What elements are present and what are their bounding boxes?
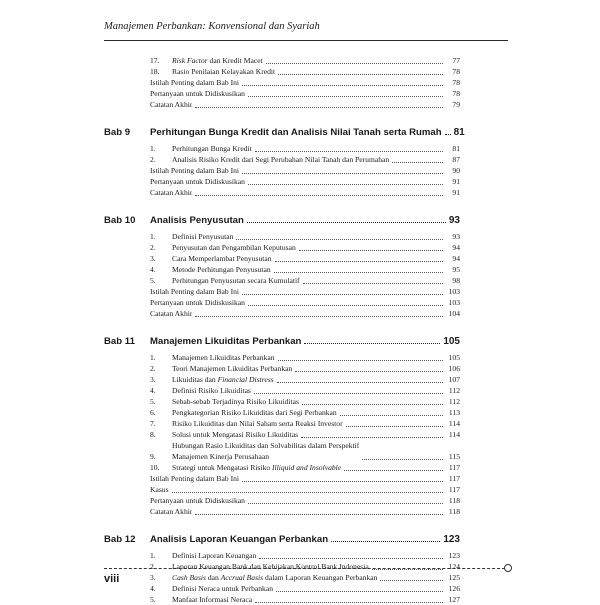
toc-entry bbox=[104, 231, 460, 242]
entry-number: 2. bbox=[150, 562, 156, 571]
entry-title: Analisis Risiko Kredit dari Segi Perubahan Nilai Tanah dan Perumahan bbox=[172, 155, 390, 164]
dot-leader bbox=[172, 492, 443, 493]
entry-page-number: 77 bbox=[452, 56, 460, 65]
entry-page-number: 118 bbox=[448, 507, 460, 516]
entry-title: Solusi untuk Mengatasi Risiko Likuiditas bbox=[172, 430, 299, 439]
chapter-page-number: 123 bbox=[443, 534, 460, 545]
dot-leader bbox=[344, 470, 443, 471]
dot-leader bbox=[380, 580, 443, 581]
entry-page-number: 103 bbox=[448, 287, 460, 296]
dot-leader bbox=[392, 162, 443, 163]
entry-title: Cara Memperlambat Penyusutan bbox=[172, 254, 272, 263]
entry-page-number: 115 bbox=[448, 452, 460, 461]
entry-title: Teori Manajemen Likuiditas Perbankan bbox=[172, 364, 293, 373]
toc-entry bbox=[104, 550, 460, 561]
entry-number: 5. bbox=[150, 397, 156, 406]
toc-entry bbox=[104, 418, 460, 429]
dot-leader bbox=[266, 63, 443, 64]
toc-subentry bbox=[104, 165, 460, 176]
entry-page-number: 124 bbox=[448, 562, 460, 571]
toc-subentry bbox=[104, 187, 460, 198]
entry-title: Metode Perhitungan Penyusutan bbox=[172, 265, 271, 274]
entry-page-number: 91 bbox=[452, 188, 460, 197]
toc-entry bbox=[104, 66, 460, 77]
toc-subentry bbox=[104, 286, 460, 297]
dot-leader bbox=[274, 272, 443, 273]
chapter-title: Analisis Laporan Keuangan Perbankan bbox=[150, 534, 329, 545]
entry-page-number: 94 bbox=[452, 254, 460, 263]
toc-subentry bbox=[104, 506, 460, 517]
dot-leader bbox=[302, 404, 443, 405]
toc-entry bbox=[104, 396, 460, 407]
entry-title: Definisi Risiko Likuiditas bbox=[172, 386, 251, 395]
chapter-page-number: 93 bbox=[448, 215, 460, 226]
entry-page-number: 95 bbox=[452, 265, 460, 274]
chapter-heading bbox=[104, 122, 465, 138]
toc-entry bbox=[104, 407, 460, 418]
entry-page-number: 114 bbox=[448, 419, 460, 428]
entry-title-line2: Manajemen Kinerja Perusahaan bbox=[172, 452, 269, 461]
entry-title: Catatan Akhir bbox=[150, 309, 193, 318]
dot-leader bbox=[445, 134, 451, 135]
dot-leader bbox=[195, 107, 443, 108]
dot-leader bbox=[248, 96, 443, 97]
entry-page-number: 103 bbox=[448, 298, 460, 307]
entry-page-number: 78 bbox=[452, 67, 460, 76]
entry-title: Pertanyaan untuk Didiskusikan bbox=[150, 89, 245, 98]
toc-entry bbox=[104, 561, 460, 572]
toc-subentry bbox=[104, 77, 460, 88]
entry-page-number: 112 bbox=[448, 386, 460, 395]
chapter-title: Analisis Penyusutan bbox=[150, 215, 244, 226]
entry-page-number: 93 bbox=[452, 232, 460, 241]
entry-title: Istilah Penting dalam Bab Ini bbox=[150, 166, 240, 175]
chapter-number: Bab 10 bbox=[104, 215, 136, 226]
dot-leader bbox=[242, 481, 443, 482]
toc-subentry bbox=[104, 473, 460, 484]
entry-title: Definisi Neraca untuk Perbankan bbox=[172, 584, 274, 593]
chapter-heading bbox=[104, 529, 460, 545]
entry-page-number: 78 bbox=[452, 89, 460, 98]
entry-number: 9. bbox=[150, 452, 156, 461]
entry-page-number: 106 bbox=[448, 364, 460, 373]
dot-leader bbox=[242, 294, 443, 295]
dot-leader bbox=[236, 239, 443, 240]
chapter-page-number: 105 bbox=[443, 336, 460, 347]
toc-subentry bbox=[104, 99, 460, 110]
dot-leader bbox=[259, 558, 443, 559]
entry-number: 8. bbox=[150, 430, 156, 439]
entry-page-number: 81 bbox=[452, 144, 460, 153]
entry-title-line1: Hubungan Rasio Likuiditas dan Solvabilitas dalam Perspektif bbox=[172, 441, 360, 450]
toc-entry bbox=[104, 583, 460, 594]
entry-title: Istilah Penting dalam Bab Ini bbox=[150, 474, 240, 483]
dot-leader bbox=[346, 426, 443, 427]
header-rule bbox=[104, 40, 508, 41]
entry-title: Istilah Penting dalam Bab Ini bbox=[150, 287, 240, 296]
toc-entry bbox=[104, 352, 460, 363]
chapter-heading bbox=[104, 331, 460, 347]
entry-page-number: 107 bbox=[448, 375, 460, 384]
entry-page-number: 98 bbox=[452, 276, 460, 285]
dot-leader bbox=[275, 261, 443, 262]
entry-title: Catatan Akhir bbox=[150, 100, 193, 109]
entry-number: 5. bbox=[150, 595, 156, 604]
entry-number: 3. bbox=[150, 254, 156, 263]
entry-title bbox=[172, 440, 359, 462]
entry-title: Sebab-sebab Terjadinya Risiko Likuiditas bbox=[172, 397, 299, 406]
entry-title: Catatan Akhir bbox=[150, 507, 193, 516]
entry-title: Perhitungan Penyusutan secara Kumulatif bbox=[172, 276, 300, 285]
entry-title: Laporan Keuangan Bank dan Kebijakan Kontrol Bank Indonesia bbox=[172, 562, 369, 571]
toc-entry bbox=[104, 385, 460, 396]
entry-number: 7. bbox=[150, 419, 156, 428]
toc-entry bbox=[104, 462, 460, 473]
entry-page-number: 118 bbox=[448, 496, 460, 505]
entry-number: 5. bbox=[150, 276, 156, 285]
dot-leader bbox=[255, 602, 443, 603]
toc-subentry bbox=[104, 495, 460, 506]
toc-entry bbox=[104, 253, 460, 264]
toc-entry bbox=[104, 429, 460, 440]
footer-rule bbox=[104, 568, 505, 569]
entry-page-number: 125 bbox=[448, 573, 460, 582]
dot-leader bbox=[195, 316, 443, 317]
entry-title: Manajemen Likuiditas Perbankan bbox=[172, 353, 275, 362]
entry-title: Pengkategorian Risiko Likuiditas dari Segi Perbankan bbox=[172, 408, 337, 417]
toc-entry bbox=[104, 440, 460, 462]
entry-page-number: 117 bbox=[448, 485, 460, 494]
entry-number: 4. bbox=[150, 265, 156, 274]
entry-page-number: 123 bbox=[448, 551, 460, 560]
dot-leader bbox=[254, 393, 443, 394]
dot-leader bbox=[276, 591, 443, 592]
entry-page-number: 113 bbox=[448, 408, 460, 417]
entry-title: Manfaat Informasi Neraca bbox=[172, 595, 253, 604]
dot-leader bbox=[248, 184, 443, 185]
chapter-page-number: 81 bbox=[453, 127, 465, 138]
chapter-heading bbox=[104, 210, 460, 226]
dot-leader bbox=[195, 195, 443, 196]
entry-title: Kasus bbox=[150, 485, 169, 494]
dot-leader bbox=[255, 151, 443, 152]
dot-leader bbox=[248, 305, 443, 306]
page-number: viii bbox=[104, 573, 120, 585]
entry-title: Istilah Penting dalam Bab Ini bbox=[150, 78, 240, 87]
entry-page-number: 112 bbox=[448, 397, 460, 406]
entry-number: 6. bbox=[150, 408, 156, 417]
entry-title: Perhitungan Bunga Kredit bbox=[172, 144, 252, 153]
entry-title: Penyusutan dan Pengambilan Keputusan bbox=[172, 243, 296, 252]
running-header-title: Manajemen Perbankan: Konvensional dan Syariah bbox=[104, 21, 320, 32]
entry-number: 1. bbox=[150, 353, 156, 362]
entry-number: 3. bbox=[150, 375, 156, 384]
entry-title: Risk Factor dan Kredit Macet bbox=[172, 56, 263, 65]
toc-entry bbox=[104, 275, 460, 286]
entry-page-number: 94 bbox=[452, 243, 460, 252]
entry-number: 3. bbox=[150, 573, 156, 582]
entry-number: 1. bbox=[150, 232, 156, 241]
toc-entry bbox=[104, 154, 460, 165]
entry-title: Rasio Penilaian Kelayakan Kredit bbox=[172, 67, 276, 76]
toc-entry bbox=[104, 264, 460, 275]
chapter-title: Perhitungan Bunga Kredit dan Analisis Nilai Tanah serta Rumah bbox=[150, 127, 442, 138]
toc-entry bbox=[104, 55, 460, 66]
entry-page-number: 90 bbox=[452, 166, 460, 175]
dot-leader bbox=[340, 415, 443, 416]
entry-title: Pertanyaan untuk Didiskusikan bbox=[150, 298, 245, 307]
chapter-title: Manajemen Likuiditas Perbankan bbox=[150, 336, 302, 347]
entry-title: Risiko Likuiditas dan Nilai Saham serta Reaksi Investor bbox=[172, 419, 343, 428]
entry-number: 4. bbox=[150, 584, 156, 593]
entry-number: 1. bbox=[150, 144, 156, 153]
chapter-number: Bab 9 bbox=[104, 127, 131, 138]
entry-number: 10. bbox=[150, 463, 160, 472]
entry-page-number: 104 bbox=[448, 309, 460, 318]
entry-number: 17. bbox=[150, 56, 160, 65]
entry-number: 4. bbox=[150, 386, 156, 395]
toc-entry bbox=[104, 242, 460, 253]
entry-number: 2. bbox=[150, 155, 156, 164]
dot-leader bbox=[242, 173, 443, 174]
dot-leader bbox=[278, 74, 443, 75]
dot-leader bbox=[277, 382, 443, 383]
entry-number: 2. bbox=[150, 364, 156, 373]
toc-subentry bbox=[104, 484, 460, 495]
footer-ornament-circle bbox=[504, 564, 512, 572]
entry-title: Cash Basis dan Accrual Basis dalam Laporan Keuangan Perbankan bbox=[172, 573, 378, 582]
dot-leader bbox=[278, 360, 444, 361]
toc-subentry bbox=[104, 88, 460, 99]
entry-page-number: 117 bbox=[448, 463, 460, 472]
dot-leader bbox=[195, 514, 443, 515]
entry-number: 1. bbox=[150, 551, 156, 560]
dot-leader bbox=[303, 283, 443, 284]
entry-page-number: 79 bbox=[452, 100, 460, 109]
entry-title: Catatan Akhir bbox=[150, 188, 193, 197]
table-of-contents bbox=[104, 55, 465, 605]
dot-leader bbox=[247, 222, 446, 223]
toc-entry bbox=[104, 374, 460, 385]
entry-title: Definisi Laporan Keuangan bbox=[172, 551, 257, 560]
entry-title: Strategi untuk Mengatasi Risiko Illiquid and Insolvable bbox=[172, 463, 342, 472]
entry-number: 2. bbox=[150, 243, 156, 252]
dot-leader bbox=[362, 459, 443, 460]
chapter-number: Bab 11 bbox=[104, 336, 135, 347]
dot-leader bbox=[304, 343, 440, 344]
entry-page-number: 127 bbox=[448, 595, 460, 604]
toc-entry bbox=[104, 572, 460, 583]
entry-page-number: 87 bbox=[452, 155, 460, 164]
entry-page-number: 91 bbox=[452, 177, 460, 186]
toc-subentry bbox=[104, 308, 460, 319]
entry-page-number: 126 bbox=[448, 584, 460, 593]
entry-title: Likuiditas dan Financial Distress bbox=[172, 375, 274, 384]
entry-title: Pertanyaan untuk Didiskusikan bbox=[150, 177, 245, 186]
toc-subentry bbox=[104, 297, 460, 308]
entry-title: Pertanyaan untuk Didiskusikan bbox=[150, 496, 245, 505]
toc-entry bbox=[104, 363, 460, 374]
entry-page-number: 105 bbox=[448, 353, 460, 362]
entry-page-number: 117 bbox=[448, 474, 460, 483]
entry-page-number: 114 bbox=[448, 430, 460, 439]
entry-title: Definisi Penyusutan bbox=[172, 232, 234, 241]
dot-leader bbox=[242, 85, 443, 86]
dot-leader bbox=[301, 437, 443, 438]
entry-page-number: 78 bbox=[452, 78, 460, 87]
entry-number: 18. bbox=[150, 67, 160, 76]
toc-subentry bbox=[104, 176, 460, 187]
chapter-number: Bab 12 bbox=[104, 534, 136, 545]
toc-entry bbox=[104, 143, 460, 154]
dot-leader bbox=[295, 371, 443, 372]
dot-leader bbox=[248, 503, 443, 504]
dot-leader bbox=[331, 541, 440, 542]
dot-leader bbox=[299, 250, 443, 251]
